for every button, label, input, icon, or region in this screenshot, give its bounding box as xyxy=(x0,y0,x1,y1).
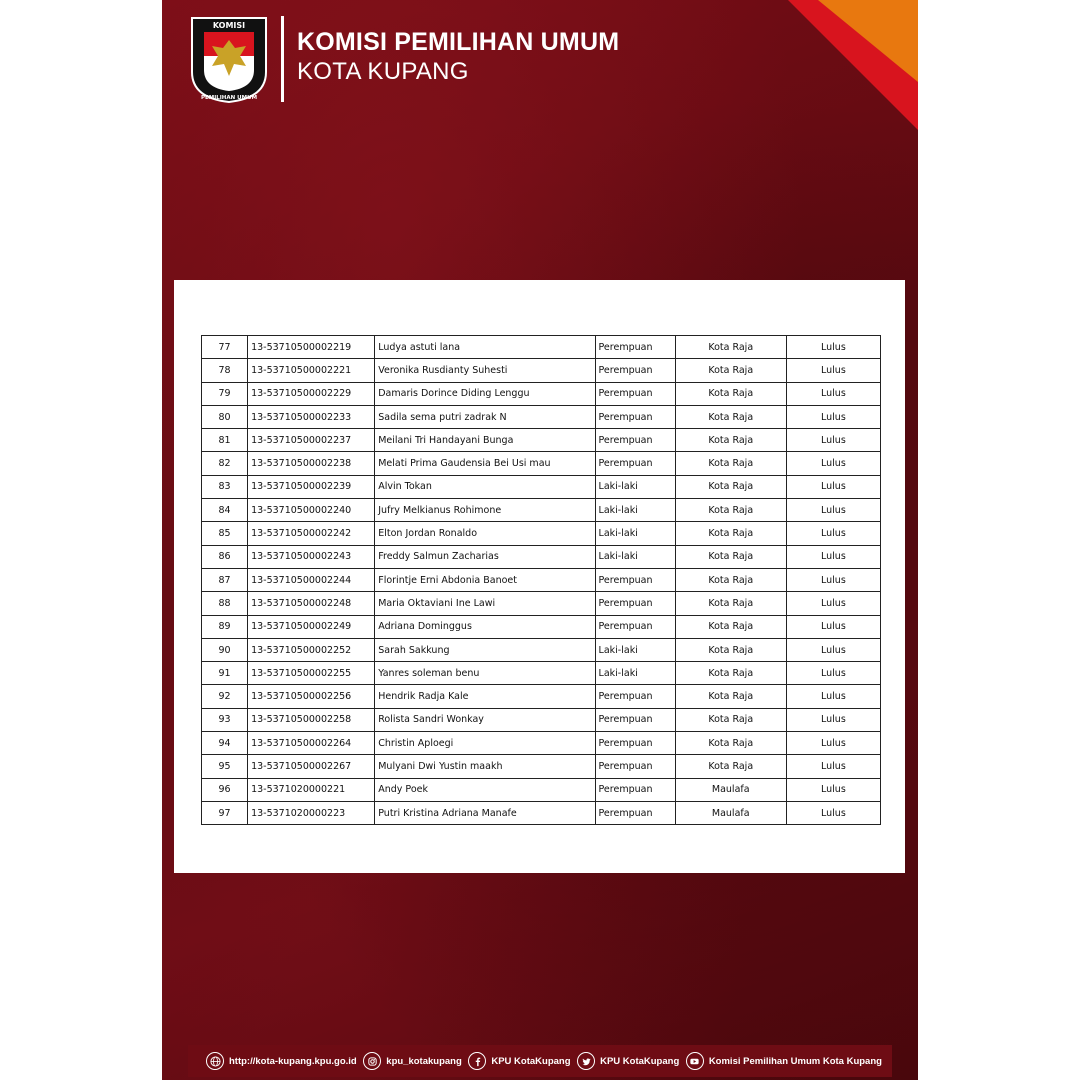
facebook-icon xyxy=(468,1052,486,1070)
row-number-cell: 77 xyxy=(202,336,248,359)
row-number-cell: 93 xyxy=(202,708,248,731)
status-cell: Lulus xyxy=(786,568,880,591)
row-number-cell: 78 xyxy=(202,359,248,382)
row-number-cell: 96 xyxy=(202,778,248,801)
kelurahan-cell: Kota Raja xyxy=(675,732,786,755)
row-number-cell: 87 xyxy=(202,568,248,591)
status-cell: Lulus xyxy=(786,452,880,475)
registration-id-cell: 13-53710500002237 xyxy=(248,429,375,452)
registration-id-cell: 13-53710500002249 xyxy=(248,615,375,638)
footer-item-facebook[interactable] xyxy=(468,1052,570,1070)
registration-id-cell: 13-53710500002256 xyxy=(248,685,375,708)
logo-bottom-text: PEMILIHAN UMUM xyxy=(200,95,258,101)
kelurahan-cell: Kota Raja xyxy=(675,452,786,475)
status-cell: Lulus xyxy=(786,382,880,405)
table-row xyxy=(202,755,881,778)
org-city: KOTA KUPANG xyxy=(297,58,469,85)
youtube-icon xyxy=(686,1052,704,1070)
footer-label: KPU KotaKupang xyxy=(600,1055,680,1067)
table-row xyxy=(202,662,881,685)
row-number-cell: 90 xyxy=(202,638,248,661)
table-row xyxy=(202,732,881,755)
table-row xyxy=(202,382,881,405)
participant-name-cell: Putri Kristina Adriana Manafe xyxy=(375,801,595,824)
row-number-cell: 79 xyxy=(202,382,248,405)
status-cell: Lulus xyxy=(786,638,880,661)
gender-cell: Perempuan xyxy=(595,568,675,591)
registration-id-cell: 13-53710500002264 xyxy=(248,732,375,755)
gender-cell: Perempuan xyxy=(595,778,675,801)
row-number-cell: 83 xyxy=(202,475,248,498)
status-cell: Lulus xyxy=(786,708,880,731)
results-table xyxy=(201,335,881,825)
row-number-cell: 94 xyxy=(202,732,248,755)
status-cell: Lulus xyxy=(786,405,880,428)
table-row xyxy=(202,452,881,475)
corner-decoration xyxy=(788,0,918,130)
status-cell: Lulus xyxy=(786,336,880,359)
table-row xyxy=(202,475,881,498)
row-number-cell: 85 xyxy=(202,522,248,545)
gender-cell: Laki-laki xyxy=(595,475,675,498)
participant-name-cell: Ludya astuti lana xyxy=(375,336,595,359)
gender-cell: Perempuan xyxy=(595,452,675,475)
row-number-cell: 80 xyxy=(202,405,248,428)
table-row xyxy=(202,592,881,615)
status-cell: Lulus xyxy=(786,475,880,498)
table-row xyxy=(202,568,881,591)
participant-name-cell: Maria Oktaviani Ine Lawi xyxy=(375,592,595,615)
gender-cell: Perempuan xyxy=(595,336,675,359)
row-number-cell: 95 xyxy=(202,755,248,778)
participant-name-cell: Yanres soleman benu xyxy=(375,662,595,685)
kelurahan-cell: Kota Raja xyxy=(675,592,786,615)
table-row xyxy=(202,359,881,382)
status-cell: Lulus xyxy=(786,592,880,615)
gender-cell: Perempuan xyxy=(595,429,675,452)
status-cell: Lulus xyxy=(786,429,880,452)
kelurahan-cell: Kota Raja xyxy=(675,359,786,382)
kelurahan-cell: Kota Raja xyxy=(675,615,786,638)
kelurahan-cell: Kota Raja xyxy=(675,662,786,685)
gender-cell: Perempuan xyxy=(595,382,675,405)
kelurahan-cell: Kota Raja xyxy=(675,708,786,731)
row-number-cell: 88 xyxy=(202,592,248,615)
row-number-cell: 91 xyxy=(202,662,248,685)
status-cell: Lulus xyxy=(786,545,880,568)
status-cell: Lulus xyxy=(786,732,880,755)
registration-id-cell: 13-53710500002219 xyxy=(248,336,375,359)
participant-name-cell: Freddy Salmun Zacharias xyxy=(375,545,595,568)
status-cell: Lulus xyxy=(786,499,880,522)
table-row xyxy=(202,405,881,428)
participant-name-cell: Jufry Melkianus Rohimone xyxy=(375,499,595,522)
table-row xyxy=(202,778,881,801)
gender-cell: Laki-laki xyxy=(595,638,675,661)
participant-name-cell: Sadila sema putri zadrak N xyxy=(375,405,595,428)
poster xyxy=(162,0,918,1080)
table-row xyxy=(202,522,881,545)
participant-name-cell: Melati Prima Gaudensia Bei Usi mau xyxy=(375,452,595,475)
row-number-cell: 92 xyxy=(202,685,248,708)
participant-name-cell: Florintje Erni Abdonia Banoet xyxy=(375,568,595,591)
gender-cell: Perempuan xyxy=(595,685,675,708)
registration-id-cell: 13-5371020000223 xyxy=(248,801,375,824)
registration-id-cell: 13-53710500002258 xyxy=(248,708,375,731)
gender-cell: Perempuan xyxy=(595,615,675,638)
registration-id-cell: 13-53710500002267 xyxy=(248,755,375,778)
registration-id-cell: 13-53710500002255 xyxy=(248,662,375,685)
status-cell: Lulus xyxy=(786,662,880,685)
kelurahan-cell: Kota Raja xyxy=(675,382,786,405)
logo-top-text: KOMISI xyxy=(212,21,246,30)
footer-item-website[interactable] xyxy=(206,1052,357,1070)
row-number-cell: 82 xyxy=(202,452,248,475)
gender-cell: Laki-laki xyxy=(595,522,675,545)
row-number-cell: 81 xyxy=(202,429,248,452)
kelurahan-cell: Kota Raja xyxy=(675,685,786,708)
table-row xyxy=(202,336,881,359)
registration-id-cell: 13-5371020000221 xyxy=(248,778,375,801)
gender-cell: Perempuan xyxy=(595,801,675,824)
registration-id-cell: 13-53710500002252 xyxy=(248,638,375,661)
gender-cell: Perempuan xyxy=(595,708,675,731)
footer-item-twitter[interactable] xyxy=(577,1052,679,1070)
participant-name-cell: Damaris Dorince Diding Lenggu xyxy=(375,382,595,405)
table-row xyxy=(202,545,881,568)
gender-cell: Perempuan xyxy=(595,359,675,382)
participant-name-cell: Hendrik Radja Kale xyxy=(375,685,595,708)
status-cell: Lulus xyxy=(786,359,880,382)
results-table-body xyxy=(202,336,881,825)
kelurahan-cell: Kota Raja xyxy=(675,545,786,568)
participant-name-cell: Alvin Tokan xyxy=(375,475,595,498)
instagram-icon xyxy=(363,1052,381,1070)
participant-name-cell: Meilani Tri Handayani Bunga xyxy=(375,429,595,452)
kelurahan-cell: Kota Raja xyxy=(675,336,786,359)
registration-id-cell: 13-53710500002229 xyxy=(248,382,375,405)
registration-id-cell: 13-53710500002221 xyxy=(248,359,375,382)
kelurahan-cell: Kota Raja xyxy=(675,755,786,778)
participant-name-cell: Rolista Sandri Wonkay xyxy=(375,708,595,731)
kelurahan-cell: Kota Raja xyxy=(675,405,786,428)
status-cell: Lulus xyxy=(786,615,880,638)
kelurahan-cell: Maulafa xyxy=(675,778,786,801)
status-cell: Lulus xyxy=(786,685,880,708)
kelurahan-cell: Maulafa xyxy=(675,801,786,824)
participant-name-cell: Elton Jordan Ronaldo xyxy=(375,522,595,545)
row-number-cell: 97 xyxy=(202,801,248,824)
globe-icon xyxy=(206,1052,224,1070)
status-cell: Lulus xyxy=(786,755,880,778)
results-panel xyxy=(174,280,905,873)
participant-name-cell: Adriana Dominggus xyxy=(375,615,595,638)
registration-id-cell: 13-53710500002238 xyxy=(248,452,375,475)
registration-id-cell: 13-53710500002244 xyxy=(248,568,375,591)
row-number-cell: 86 xyxy=(202,545,248,568)
table-row xyxy=(202,499,881,522)
table-row xyxy=(202,708,881,731)
footer-label: Komisi Pemilihan Umum Kota Kupang xyxy=(708,1055,882,1067)
footer-item-instagram[interactable] xyxy=(363,1052,462,1070)
participant-name-cell: Christin Aploegi xyxy=(375,732,595,755)
kelurahan-cell: Kota Raja xyxy=(675,475,786,498)
kelurahan-cell: Kota Raja xyxy=(675,522,786,545)
table-row xyxy=(202,638,881,661)
gender-cell: Perempuan xyxy=(595,732,675,755)
registration-id-cell: 13-53710500002248 xyxy=(248,592,375,615)
gender-cell: Laki-laki xyxy=(595,499,675,522)
gender-cell: Perempuan xyxy=(595,592,675,615)
gender-cell: Laki-laki xyxy=(595,662,675,685)
participant-name-cell: Mulyani Dwi Yustin maakh xyxy=(375,755,595,778)
status-cell: Lulus xyxy=(786,801,880,824)
registration-id-cell: 13-53710500002239 xyxy=(248,475,375,498)
footer-bar xyxy=(188,1045,892,1077)
registration-id-cell: 13-53710500002243 xyxy=(248,545,375,568)
kpu-logo xyxy=(188,12,270,104)
header-divider xyxy=(281,16,284,102)
kelurahan-cell: Kota Raja xyxy=(675,499,786,522)
table-row xyxy=(202,801,881,824)
participant-name-cell: Sarah Sakkung xyxy=(375,638,595,661)
registration-id-cell: 13-53710500002242 xyxy=(248,522,375,545)
kelurahan-cell: Kota Raja xyxy=(675,429,786,452)
org-name: KOMISI PEMILIHAN UMUM xyxy=(297,28,620,56)
kelurahan-cell: Kota Raja xyxy=(675,568,786,591)
registration-id-cell: 13-53710500002240 xyxy=(248,499,375,522)
footer-item-youtube[interactable] xyxy=(686,1052,882,1070)
gender-cell: Laki-laki xyxy=(595,545,675,568)
status-cell: Lulus xyxy=(786,778,880,801)
row-number-cell: 84 xyxy=(202,499,248,522)
footer-label: http://kota-kupang.kpu.go.id xyxy=(229,1055,357,1067)
status-cell: Lulus xyxy=(786,522,880,545)
footer-label: kpu_kotakupang xyxy=(386,1055,462,1067)
footer-label: KPU KotaKupang xyxy=(491,1055,571,1067)
table-row xyxy=(202,429,881,452)
registration-id-cell: 13-53710500002233 xyxy=(248,405,375,428)
twitter-icon xyxy=(577,1052,595,1070)
gender-cell: Perempuan xyxy=(595,405,675,428)
gender-cell: Perempuan xyxy=(595,755,675,778)
table-row xyxy=(202,685,881,708)
participant-name-cell: Veronika Rusdianty Suhesti xyxy=(375,359,595,382)
kelurahan-cell: Kota Raja xyxy=(675,638,786,661)
row-number-cell: 89 xyxy=(202,615,248,638)
table-row xyxy=(202,615,881,638)
participant-name-cell: Andy Poek xyxy=(375,778,595,801)
